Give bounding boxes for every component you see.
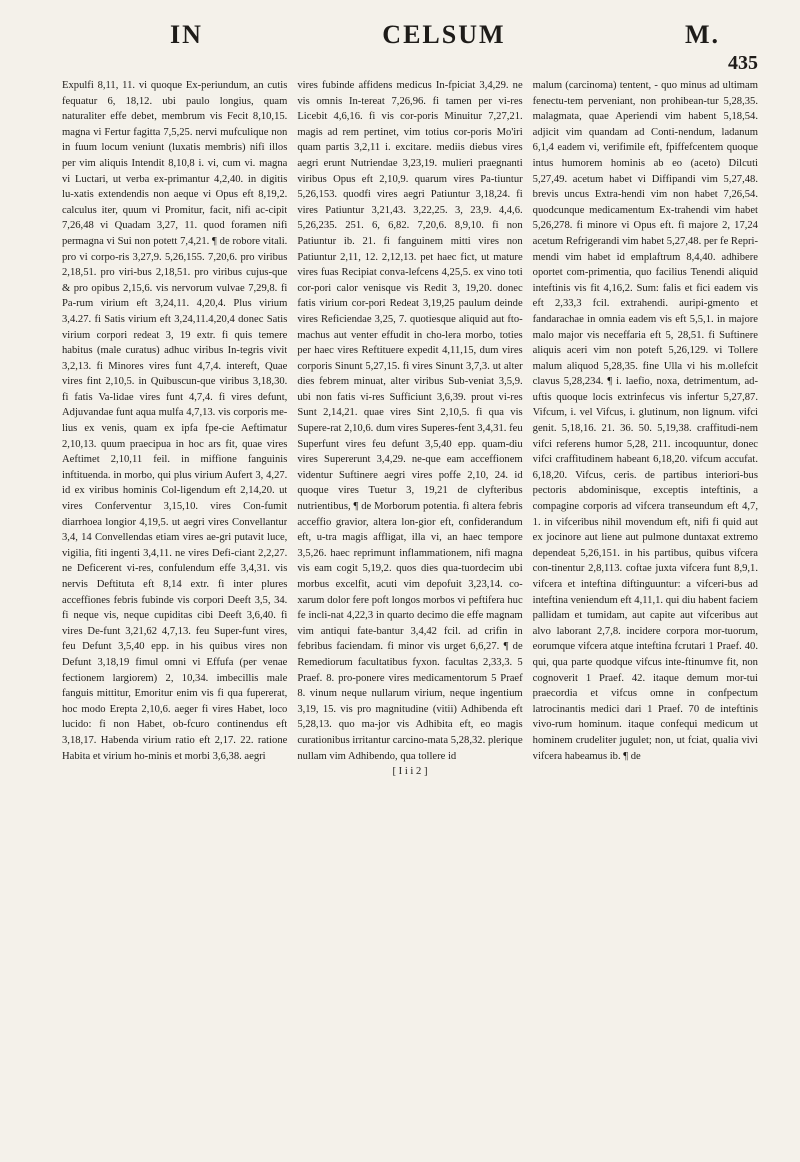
page-number: 435 xyxy=(728,52,758,74)
column-text: Expulfi 8,11, 11. vi quoque Ex-periundum, an cutis fequatur 6, 18,12. ubi paulo longius, quam naturaliter effe debet, membrum vis Fecit 8,10,15. magna vi Fertur fagitta 7,5,25. nervi mufculique non in fuum locum veniunt (luxatis membris) nifi illos per vim aliquis Intendit 8,10,8 i. vi, cum vi. magna vi Luctari, ut verba ex-primantur 4,2,40. in digitis lu-xatis extendendis non aeque vi Opus eft 8,19,2. calculus iter, quum vi Promitur, facit, nifi ac-cipit 7,26,48 vi Quadam 3,27, 11. quod foramen nifi permagna vi Sui non potett 7,4,21. ¶ de robore vitali. pro vi corpo-ris 3,27,9. 5,26,155. 7,20,6. pro viribus 2,18,51. pro viri-bus 2,18,51. pro viribus cujus-que & pro opibus 2,15,6. vis nervorum vulvae 7,29,8. fi Pa-rum virium eft 3,24,11. 4,20,4. Plus virium 3,4.27. fi Satis virium eft 3,24,11.4,20,4 donec Satis virium corpori redeat 3, 19 extr. fi quis temere habitus (male curatus) adhuc viribus In-tegris vivit 3,2,13. fi Minores vires funt 4,7,4. intereft, Quae vires fint 2,10,5. in Quibuscun-que viribus 3,18,30. fi fatis Va-lidae vires funt 4,7,4. fi vires defunt, Adjuvandae funt aqua mulfa 4,7,13. vis corporis me-lius ex venis, quam ex ipfa fpe-cie Aeftimatur 2,10,13. quum praecipua in hoc ars fit, quae vires Aeftimet 2,10,11 feil. in miffione fanguinis inftituenda. in morbo, qui plus virium Aufert 3, 4,27. id ex viribus hominis Col-ligendum eft 2,14,20. ut vires Conferventur 3,15,10. vires Con-fumit diarrhoea longior 4,19,5. ut aegri vires Convellantur 3,4, 14 Convellendas etiam vires ae-gri putavit luce, vigilia, fiti ingenti 3,4,11. ne vires Defi-ciant 2,2,27. ne Deficerent vi-res, confulendum effe 3,4,31. vis nervis Deftituta eft 8,14 extr. fi inter plures acceffiones febris fubinde vis corpori Deeft 3,5, 34. fi neque vis, neque cupiditas cibi Deeft 3,6,40. fi vires De-funt 3,21,62 4,7,13. feu Super-funt vires, feu Defunt 3,5,40 epp. in his quibus vires non Defunt 3,18,19 fimul omni vi Effufa (per venae fectionem largiorem) 2, 10,34. imbecillis male fanguis mittitur, Emoritur enim vis fi qua fupererat, hoc modo Erepta 2,10,6. aeger fi vires Habet, loco lucido: fi non Habet, ob-fcuro continendus eft 3,18,17. Habenda virium ratio eft 2,17. 22. ratione Habita et virium ho-minis et morbi 3,6,38. aegri xyxy=(62,80,288,762)
index-column-left xyxy=(62,78,287,1138)
signature-mark: [ I i i 2 ] xyxy=(392,766,428,778)
running-title xyxy=(170,20,720,50)
column-text: vires fubinde affidens medicus In-fpiciat 3,4,29. ne vis omnis In-tereat 7,26,96. fi tamen per vi-res Licebit 4,6,16. fi vis cor-poris Minuitur 7,27,21. magis ad rem pertinet, vim totius cor-poris Mo'iri quam partis 3,2,11 i. excitare. mediis diebus vires aegri erunt Nutriendae 3,23,19. mulieri praegnanti viribus Opus eft 2,10,9. quarum vires Pa-tiuntur 5,26,153. quodfi vires aegri Patiuntur 3,18,24. fi vires Patiuntur 3,21,43. 3,22,25. 3, 23,9. 4,4,6. 5,26,235. 251. 6, 6,82. 7,20,6. 8,9,10. fi non Patiuntur ib. 21. fi fanguinem mitti vires non Patiuntur 2,11, 12. 2,12,13. pet haec fict, ut mature vires fuas Recipiat conva-lefcens 4,25,5. ex vino toti cor-pori calor venisque vis Redit 3, 19,20. donec fatis virium cor-pori Redeat 3,19,25 paulum deinde vires Reficiendae 3,25, 7. quotiesque aliquid aut fto-machus aut venter effudit in cho-lera morbo, toties per haec vires Reftituere expedit 4,11,15, dum vires corporis Sinunt 5,27,15. fi vires Sinunt 3,7,3. ut alter dies febrem minuat, alter viribus Sub-veniat 3,5,9. ubi non fatis vi-res Sufficiunt 3,6,39. prout vi-res Sunt 2,14,21. quae vires Sint 2,10,5. fi qua vis Supere-rat 2,10,6. dum vires Superes-fent 3,4,31. feu Superfunt vires feu defunt 3,5,40 epp. quam-diu vires Supererunt 3,4,29. ne-que eam acceffionem videntur Suftinere aegri vires poffe 2,10, 24. id quoque vires Tuetur 3, 19,21 de clyfteribus nutrientibus, ¶ de Morborum potentia. fi altera febris acceffio gravior, altera lon-gior eft, confiderandum eft, u-tra magis affligat, illa vi, an haec tempore 3,5,26. haec reprimunt inflammationem, nifi magna vis eam cogit 5,19,2. quos dies qua-tuordecim ubi morbus excelfit, acuti vim depofuit 3,23,14. co-xarum dolor fere poft longos morbos vi peftifera huc fe incli-nat 4,22,3 in quarto decimo die effe magnam vim antiqui fate-bantur 3,4,42 fcil. ad crifin in febribus faciendam. fi minor vis urget 6,6,27. ¶ de Remediorum facultatibus fyxon. facultas 2,33,3. 5 Praef. 8. pro-ponere vires medicamentorum 5 Praef 8. vinum neque nullarum virium, neque ingentium 3,19, 15. vis pro magnitudine (vitii) Adhibenda eft 5,28,13. quo ma-jor vis Adhibita eft, eo magis curationibus irritantur carcino-mata 5,28,32. plerique nullam vim Adhibendo, qua tollere id xyxy=(297,80,523,762)
running-title-word-1: IN xyxy=(170,20,203,49)
index-column-middle xyxy=(297,78,522,1138)
column-text: malum (carcinoma) tentent, - quo minus ad ultimam fenectu-tem perveniant, non prohibean-tur 5,28,35. malagmata, quae Aperiendi vim habent 5,18,54. adjicit vim quandam ad Conti-nendum, ladanum 6,1,4 eadem vi, verifimile eft, fpiffefcentem quoque intus humorem hominis ab eo (aceto) Dilcuti 5,27,49. acetum habet vi Diffipandi vim 5,27,48. brevis uncus Extra-hendi vim non habet 7,26,54. quodcunque medicamentum Ex-trahendi vim habet 5,26,278. fi minore vi Opus eft. fi majore 2, 17,24 acetum Refrigerandi vim habet 5,27,48. per fe Repri-mendi vim habet id emplaftrum 8,4,40. adhibere oportet com-primentia, quo facilius Tenendi aliquid inteftinis vis fit 4,16,2. Sum: falis et fici eadem vis eft 2,33,3 fcil. extrahendi. auripi-gmento et fandarachae in omnia eadem vis eft 5,5,1. in majore malo major vis neceffaria eft 5, 28,51. fi Suftinere aliquis aceri vim non poteft 5,26,129. vi Tollere malum aliquod 5,28,35. fine Ulla vi his m.ollefcit clavus 5,28,234. ¶ i. laefio, noxa, detrimentum, ad-uftis quoque locis extrinfecus vis infertur 5,27,87. Vifcum, i. vel Vifcus, i. glutinum, non lignum. vifci genit. 5,18,16. 21. 36. 50. 5,19,38. craffitudi-nem vifci referens humor 5,28, 211. incoquuntur, donec vifci craffitudinem habeant 6,18,20. vifcum accufat. 6,18,20. Vifcus, ceris. de partibus interiori-bus pectoris abdominisque, exceptis inteftinis, a compagine corporis ad vifcera transeundum eft 4,7, 1. in vifceribus nihil movendum eft, nifi fi quid aut ex jocinore aut liene aut pulmone duntaxat extremo dependeat 5,26,151. in his partibus, quibus vifcera con-tinentur 2,8,113. coftae juxta vifcera funt 8,9,1. vifcera et inteftina diftinguuntur: a vifceri-bus ad inteftina veniendum eft 4,11,1. qui diu habent faciem pallidam et tumidam, aut capite aut vifceribus aut alvo laborant 2,7,8. incidere corpora mor-tuorum, eorumque vifcera atque inteftina fcrutari 1 Praef. 40. qui, qua parte quodque vifcus inte-ftinumve fit, non cognoverit 1 Praef. 42. itaque demum mor-tui praecordia et vifcus omne in confpectum latrocinantis medici dari 1 Praef. 70 de inteftinis vivo-rum hominum. itaque confequi medicum ut hominem crudeliter jugulet; non, ut fciat, qualia vivi vifcera habeamus ib. ¶ de xyxy=(532,80,758,762)
index-column-right xyxy=(533,78,758,1138)
page-header xyxy=(62,0,758,78)
running-title-word-2: CELSUM xyxy=(382,20,506,49)
running-title-word-3: M. xyxy=(684,20,720,49)
index-columns xyxy=(62,78,758,1138)
